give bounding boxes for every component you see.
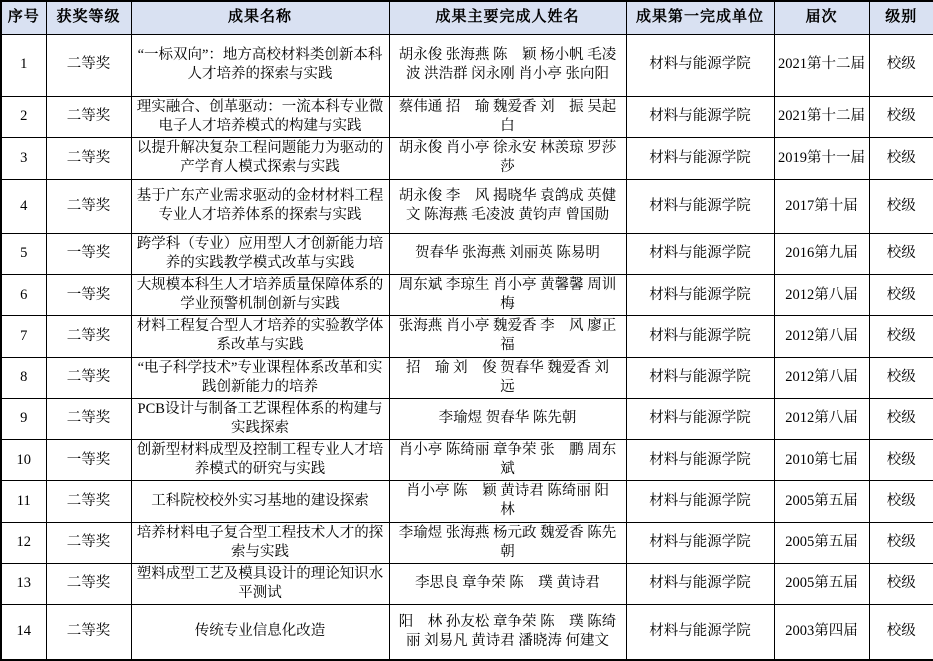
cell-unit: 材料与能源学院 — [626, 522, 774, 563]
cell-names: 李瑜煜 张海燕 杨元政 魏爱香 陈先朝 — [389, 522, 626, 563]
cell-names: 阳 林 孙友松 章争荣 陈 璞 陈绮丽 刘易凡 黄诗君 潘晓涛 何建文 — [389, 605, 626, 660]
cell-session: 2012第八届 — [774, 357, 869, 398]
cell-level: 二等奖 — [46, 316, 131, 357]
cell-session: 2010第七届 — [774, 440, 869, 481]
cell-unit: 材料与能源学院 — [626, 96, 774, 137]
cell-title: 工科院校校外实习基地的建设探索 — [131, 481, 389, 522]
table-row — [1, 316, 933, 357]
cell-title: 材料工程复合型人才培养的实验教学体系改革与实践 — [131, 316, 389, 357]
cell-names: 张海燕 肖小亭 魏爱香 李 风 廖正福 — [389, 316, 626, 357]
cell-no: 14 — [1, 605, 46, 660]
cell-rank: 校级 — [869, 481, 933, 522]
cell-no: 7 — [1, 316, 46, 357]
cell-level: 二等奖 — [46, 96, 131, 137]
cell-no: 13 — [1, 563, 46, 604]
cell-no: 4 — [1, 179, 46, 233]
cell-session: 2021第十二届 — [774, 96, 869, 137]
cell-no: 5 — [1, 233, 46, 274]
table-body — [1, 34, 933, 660]
cell-level: 二等奖 — [46, 481, 131, 522]
cell-unit: 材料与能源学院 — [626, 398, 774, 439]
cell-session: 2017第十届 — [774, 179, 869, 233]
cell-rank: 校级 — [869, 275, 933, 316]
cell-level: 二等奖 — [46, 522, 131, 563]
cell-session: 2021第十二届 — [774, 34, 869, 96]
cell-rank: 校级 — [869, 398, 933, 439]
cell-unit: 材料与能源学院 — [626, 563, 774, 604]
cell-title: 培养材料电子复合型工程技术人才的探索与实践 — [131, 522, 389, 563]
table-row — [1, 563, 933, 604]
cell-no: 2 — [1, 96, 46, 137]
table-header — [1, 1, 933, 34]
cell-session: 2016第九届 — [774, 233, 869, 274]
cell-names: 肖小亭 陈 颖 黄诗君 陈绮丽 阳 林 — [389, 481, 626, 522]
cell-no: 12 — [1, 522, 46, 563]
header-cell-rank: 级别 — [869, 1, 933, 34]
table-row — [1, 137, 933, 179]
cell-level: 二等奖 — [46, 563, 131, 604]
cell-rank: 校级 — [869, 179, 933, 233]
cell-title: 以提升解决复杂工程问题能力为驱动的产学育人模式探索与实践 — [131, 137, 389, 179]
header-cell-unit: 成果第一完成单位 — [626, 1, 774, 34]
header-row — [1, 1, 933, 34]
cell-names: 周东斌 李琼生 肖小亭 黄馨馨 周训梅 — [389, 275, 626, 316]
cell-level: 二等奖 — [46, 605, 131, 660]
header-cell-title: 成果名称 — [131, 1, 389, 34]
cell-names: 贺春华 张海燕 刘丽英 陈易明 — [389, 233, 626, 274]
table-row — [1, 96, 933, 137]
cell-level: 二等奖 — [46, 137, 131, 179]
table-row — [1, 605, 933, 660]
cell-names: 胡永俊 张海燕 陈 颖 杨小帆 毛凌波 洪浩群 闵永刚 肖小亭 张向阳 — [389, 34, 626, 96]
cell-level: 二等奖 — [46, 179, 131, 233]
cell-rank: 校级 — [869, 440, 933, 481]
table-row — [1, 481, 933, 522]
cell-rank: 校级 — [869, 316, 933, 357]
cell-no: 1 — [1, 34, 46, 96]
table-row — [1, 233, 933, 274]
cell-rank: 校级 — [869, 605, 933, 660]
cell-unit: 材料与能源学院 — [626, 440, 774, 481]
cell-session: 2005第五届 — [774, 481, 869, 522]
cell-level: 二等奖 — [46, 357, 131, 398]
cell-no: 11 — [1, 481, 46, 522]
cell-unit: 材料与能源学院 — [626, 316, 774, 357]
table-row — [1, 398, 933, 439]
table-row — [1, 522, 933, 563]
cell-names: 胡永俊 肖小亭 徐永安 林羡琼 罗莎莎 — [389, 137, 626, 179]
cell-level: 一等奖 — [46, 233, 131, 274]
cell-unit: 材料与能源学院 — [626, 233, 774, 274]
table-row — [1, 275, 933, 316]
cell-session: 2019第十一届 — [774, 137, 869, 179]
cell-title: 塑料成型工艺及模具设计的理论知识水平测试 — [131, 563, 389, 604]
cell-unit: 材料与能源学院 — [626, 481, 774, 522]
table-row — [1, 440, 933, 481]
cell-session: 2005第五届 — [774, 522, 869, 563]
cell-no: 10 — [1, 440, 46, 481]
cell-session: 2003第四届 — [774, 605, 869, 660]
cell-names: 李思良 章争荣 陈 璞 黄诗君 — [389, 563, 626, 604]
cell-title: PCB设计与制备工艺课程体系的构建与实践探索 — [131, 398, 389, 439]
cell-rank: 校级 — [869, 137, 933, 179]
cell-session: 2012第八届 — [774, 275, 869, 316]
cell-unit: 材料与能源学院 — [626, 357, 774, 398]
cell-rank: 校级 — [869, 96, 933, 137]
cell-unit: 材料与能源学院 — [626, 179, 774, 233]
cell-rank: 校级 — [869, 522, 933, 563]
cell-session: 2012第八届 — [774, 398, 869, 439]
cell-names: 肖小亭 陈绮丽 章争荣 张 鹏 周东斌 — [389, 440, 626, 481]
cell-rank: 校级 — [869, 34, 933, 96]
cell-title: 创新型材料成型及控制工程专业人才培养模式的研究与实践 — [131, 440, 389, 481]
cell-level: 一等奖 — [46, 440, 131, 481]
cell-rank: 校级 — [869, 357, 933, 398]
cell-rank: 校级 — [869, 233, 933, 274]
header-cell-no: 序号 — [1, 1, 46, 34]
cell-rank: 校级 — [869, 563, 933, 604]
table-row — [1, 34, 933, 96]
cell-no: 9 — [1, 398, 46, 439]
cell-names: 李瑜煜 贺春华 陈先朝 — [389, 398, 626, 439]
table-row — [1, 357, 933, 398]
cell-title: 基于广东产业需求驱动的金材材料工程专业人才培养体系的探索与实践 — [131, 179, 389, 233]
cell-no: 6 — [1, 275, 46, 316]
cell-title: “电子科学技术”专业课程体系改革和实践创新能力的培养 — [131, 357, 389, 398]
cell-session: 2012第八届 — [774, 316, 869, 357]
header-cell-level: 获奖等级 — [46, 1, 131, 34]
cell-no: 3 — [1, 137, 46, 179]
cell-title: “一标双向”：地方高校材料类创新本科人才培养的探索与实践 — [131, 34, 389, 96]
cell-title: 传统专业信息化改造 — [131, 605, 389, 660]
cell-names: 胡永俊 李 风 揭晓华 袁鸽成 英健文 陈海燕 毛凌波 黄钧声 曾国勋 — [389, 179, 626, 233]
cell-title: 大规模本科生人才培养质量保障体系的学业预警机制创新与实践 — [131, 275, 389, 316]
cell-title: 理实融合、创革驱动：一流本科专业微电子人才培养模式的构建与实践 — [131, 96, 389, 137]
cell-session: 2005第五届 — [774, 563, 869, 604]
header-cell-session: 届次 — [774, 1, 869, 34]
cell-unit: 材料与能源学院 — [626, 137, 774, 179]
cell-names: 招 瑜 刘 俊 贺春华 魏爱香 刘 远 — [389, 357, 626, 398]
cell-level: 二等奖 — [46, 398, 131, 439]
cell-title: 跨学科（专业）应用型人才创新能力培养的实践教学模式改革与实践 — [131, 233, 389, 274]
cell-unit: 材料与能源学院 — [626, 34, 774, 96]
cell-no: 8 — [1, 357, 46, 398]
table-row — [1, 179, 933, 233]
cell-unit: 材料与能源学院 — [626, 275, 774, 316]
cell-level: 二等奖 — [46, 34, 131, 96]
header-cell-names: 成果主要完成人姓名 — [389, 1, 626, 34]
cell-level: 一等奖 — [46, 275, 131, 316]
cell-names: 蔡伟通 招 瑜 魏爱香 刘 振 吴起白 — [389, 96, 626, 137]
cell-unit: 材料与能源学院 — [626, 605, 774, 660]
